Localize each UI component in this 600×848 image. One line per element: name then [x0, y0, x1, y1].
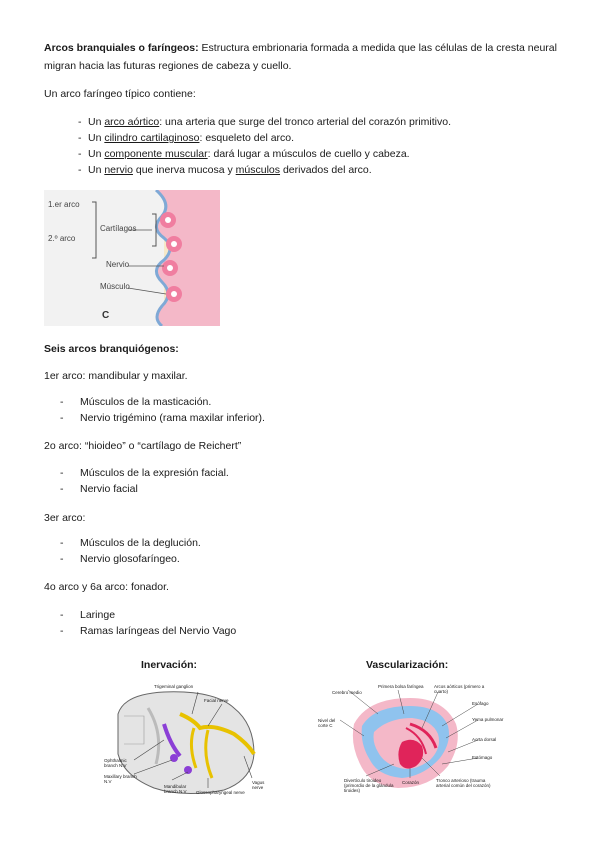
list-item: - Músculos de la expresión facial.	[60, 465, 229, 481]
label-cartilage: Cartílagos	[100, 224, 137, 233]
intro-term: Arcos branquiales o faríngeos:	[44, 42, 199, 54]
vascular-caption: Vascularización:	[366, 659, 449, 671]
list-item: - Laringe	[60, 607, 236, 623]
list-item: - Nervio facial	[60, 481, 229, 497]
label-truncus: Tronco arterioso (trauma arterial común del corazón)	[436, 778, 491, 788]
typical-list	[78, 114, 451, 178]
label-trigeminal: Trigeminal ganglion	[154, 684, 194, 689]
term-muscle-component: componente muscular	[104, 148, 208, 160]
label-vagus: Vagus nerve	[252, 780, 265, 790]
list-item: - Nervio trigémino (rama maxilar inferior).	[60, 410, 265, 426]
list-item: - Ramas laríngeas del Nervio Vago	[60, 623, 236, 639]
label-arch-2: 2.º arco	[48, 234, 76, 243]
list-item: - Un nervio que inerva mucosa y músculos derivados del arco.	[78, 162, 451, 178]
list-item: - Músculos de la deglución.	[60, 535, 201, 551]
arch-1-list	[60, 394, 265, 426]
arch-3-list	[60, 535, 201, 567]
typical-heading: Un arco faríngeo típico contiene:	[44, 88, 196, 100]
list-item: - Nervio glosofaríngeo.	[60, 551, 201, 567]
list-item: - Músculos de la masticación.	[60, 394, 265, 410]
label-heart: Corazón	[402, 780, 420, 785]
intro-line-1	[44, 42, 557, 54]
arch-4-6-title: 4o arco y 6a arco: fonador.	[44, 581, 169, 593]
label-thyroid: Divertículo tiroideo (primordio de la glándula tiroides)	[344, 778, 394, 793]
label-midbrain: Cerebro medio	[332, 690, 362, 695]
list-item: - Un cilindro cartilaginoso: esqueleto del arco.	[78, 130, 451, 146]
vascular-figure	[318, 684, 502, 798]
intro-definition-2: migran hacia las futuras regiones de cabeza y cuello.	[44, 60, 292, 72]
pharyngeal-arch-figure	[44, 190, 220, 326]
label-first-pouch: Primera bolsa faríngea	[378, 684, 424, 689]
intro-definition-1: Estructura embrionaria formada a medida que las células de la cresta neural	[198, 42, 557, 54]
label-arch-1: 1.er arco	[48, 200, 80, 209]
list-item: - Un componente muscular: dará lugar a músculos de cuello y cabeza.	[78, 146, 451, 162]
panel-letter: C	[102, 310, 110, 321]
label-lung-bud: Yema pulmonar	[472, 717, 504, 722]
label-dorsal-aorta: Aorta dorsal	[472, 737, 497, 742]
term-muscles: músculos	[235, 164, 281, 176]
arch-2-list	[60, 465, 229, 497]
term-aortic-arch: arco aórtico	[104, 116, 160, 128]
label-glossopharyngeal: Glossopharyngeal nerve	[196, 790, 245, 795]
list-item: - Un arco aórtico: una arteria que surge del tronco arterial del corazón primitivo.	[78, 114, 451, 130]
term-nerve: nervio	[104, 164, 133, 176]
label-maxillary: Maxillary branch N.V	[104, 774, 137, 784]
term-cartilage: cilindro cartilaginoso	[104, 132, 200, 144]
label-section-level: Nivel del corte C	[318, 718, 336, 728]
label-muscle: Músculo	[100, 282, 130, 291]
arch-2-title: 2o arco: “hioideo” o “cartílago de Reichert”	[44, 440, 242, 452]
six-arches-heading: Seis arcos branquiógenos:	[44, 343, 179, 355]
label-ophthalmic: Ophthalmic branch N.V	[104, 758, 127, 768]
label-facial: Facial nerve	[204, 698, 229, 703]
arch-4-6-list	[60, 607, 236, 639]
label-nerve: Nervio	[106, 260, 130, 269]
arch-1-title: 1er arco: mandibular y maxilar.	[44, 370, 188, 382]
arch-3-title: 3er arco:	[44, 512, 86, 524]
label-esophagus: Esófago	[472, 701, 489, 706]
innervation-figure	[104, 684, 274, 802]
label-mandibular: Mandibular branch N.V	[164, 784, 187, 794]
label-stomach: Estómago	[472, 755, 493, 760]
innervation-caption: Inervación:	[141, 659, 198, 671]
label-aortic-arches: Arcos aórticos (primero a cuarto)	[434, 684, 485, 694]
